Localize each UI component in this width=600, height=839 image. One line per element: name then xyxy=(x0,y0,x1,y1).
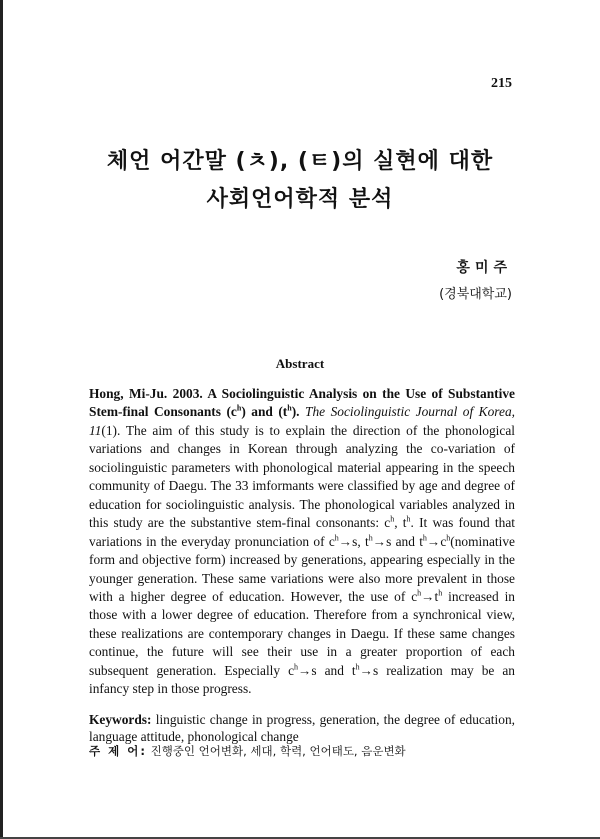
superscript-h: h xyxy=(438,588,443,598)
abstract-text: →c xyxy=(426,533,447,549)
citation-lead: Hong, Mi-Ju. 2003. A Sociolinguistic Analysis on the Use of Substantive Stem-final Consonants (c xyxy=(89,386,515,420)
abstract-text: . It was found that variations in the everyday pronunciation of c xyxy=(89,515,516,549)
abstract-heading: Abstract xyxy=(275,356,325,371)
scan-border-left xyxy=(0,0,3,839)
superscript-h: h xyxy=(446,533,451,543)
keywords-label: Keywords: xyxy=(89,712,152,727)
author-affiliation: (경북대학교) xyxy=(439,287,512,302)
citation-end: ). xyxy=(291,404,300,420)
abstract-text: →s and t xyxy=(372,533,423,549)
superscript-h: h xyxy=(390,514,395,524)
journal-issue: (1). xyxy=(101,422,121,438)
keywords-text: linguistic change in progress, generation, the degree of education, language attitude, phonological change xyxy=(89,712,515,744)
superscript-h: h xyxy=(422,533,427,543)
superscript-h: h xyxy=(294,662,299,672)
abstract-text: →t xyxy=(421,588,439,604)
superscript-h: h xyxy=(417,588,422,598)
korean-keywords-label: 주 제 어: xyxy=(89,744,147,758)
superscript-h: h xyxy=(236,403,242,413)
abstract-text: →s and t xyxy=(298,662,356,678)
abstract-text: increased in those with a lower degree of education. Therefore from a synchronical view, these realizations are contemporary changes in Daegu. If these same changes continue, the future will see their use in a greater proportion of each subsequent generation. Especially c xyxy=(89,588,515,678)
page-number: 215 xyxy=(491,76,512,91)
abstract-text: →s realization may be an infancy step in those progress. xyxy=(89,662,515,697)
abstract-paragraph xyxy=(89,385,515,699)
citation-mid: ) and (t xyxy=(241,404,288,420)
paper-title-line-2: 사회언어학적 분석 xyxy=(206,187,394,212)
paper-title-line-1: 체언 어간말 (ㅊ), (ㅌ)의 실현에 대한 xyxy=(106,149,494,174)
abstract-text: (nominative form and objective form) increased by generations, appearing especially in the younger generation. These same variations were also more prevalent in those with a higher degree of education. However, the use of c xyxy=(89,533,515,604)
superscript-h: h xyxy=(368,533,373,543)
abstract-body xyxy=(89,385,515,699)
abstract-text: →s, t xyxy=(338,533,369,549)
abstract-text: , t xyxy=(394,515,407,531)
superscript-h: h xyxy=(334,533,339,543)
abstract-text: The aim of this study is to explain the direction of the phonological variations and changes in Korean through analyzing the co-variation of sociolinguistic parameters with phonological material appearing in the speech community of Daegu. The 33 imformants were classified by age and degree of education for sociolinguistic analysis. The phonological variables analyzed in this study are the substantive stem-final consonants: c xyxy=(89,422,516,531)
superscript-h: h xyxy=(406,514,411,524)
paper-title xyxy=(0,143,600,219)
superscript-h: h xyxy=(355,662,360,672)
korean-keywords-text: 진행중인 언어변화, 세대, 학력, 언어태도, 음운변화 xyxy=(146,744,406,758)
author-name: 홍미주 xyxy=(456,260,512,276)
korean-keywords xyxy=(89,743,515,760)
journal-name: The Sociolinguistic Journal of Korea, 11 xyxy=(89,404,515,438)
superscript-h: h xyxy=(287,403,292,413)
keywords xyxy=(89,711,515,745)
